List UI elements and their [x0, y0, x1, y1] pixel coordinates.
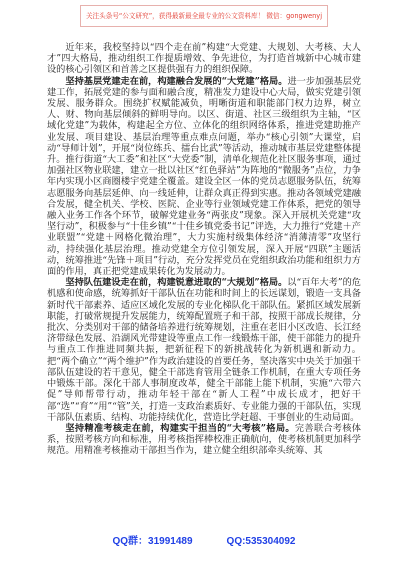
promo-banner-text: 关注头条号“公文研究”，获得最新最全最专业的公文资料库！ 微信：gongwenyj: [85, 12, 323, 20]
qq-group-number: QQ群：31991489: [112, 536, 193, 547]
paragraph-text: 以“百年大考”的危机感和使命感，统筹抓好干部队伍在功能和时间上的长远谋划，锻造一支具备新时代干部素养、适应区域化发展的专业化梯队化干部队伍。紧抓区域发展新职能，打破常规提升发展能力，统筹配置班子和干部，按照干部成长规律，分批次、分类别对干部的储备培养进行统筹规划，注重在老旧小区改造、长江经济带绿色发展、沿湖风光带建设等重点工作一线锻炼干部，使干部能力的提升与重点工作推进同频共振，把新征程下的新挑战转化为新机遇和新动力。把“两个确立”“两个维护”作为政治建设的首要任务，坚决落实中央关于加强干部队伍建设的若干意见，健全干部选育管用全链条工作机制，在重大专项任务中锻炼干部。深化干部人事制度改革，健全干部能上能下机制，实施“六带六促”导师帮带行动，推动年轻干部在“新人工程”中成长成才，把好干部“选”“育”“用”“管”关，打造一支政治素质好、专业能力强的干部队伍，实现干部队伍素质、结构、功能持续优化，营造比学赶超、干事创业的生动局面。: [47, 277, 361, 423]
body-paragraph-intro: [47, 42, 361, 76]
body-paragraph-team-building: [47, 277, 361, 423]
body-paragraph-assessment: [47, 423, 361, 457]
promo-banner: [80, 5, 328, 27]
contact-footer: [0, 534, 408, 550]
paragraph-lead: 坚持精准考核走在前，构建实干担当的“大考核”格局。: [65, 422, 295, 434]
body-paragraph-party-building: [47, 76, 361, 278]
paragraph-text: 完善联合考核体系，按照考核方向和标准，用考核指挥棒校准正确航向，使考核机制更加科学规范。用精准考核推动干部担当作为，建立健全组织部牵头统筹、其: [47, 422, 361, 457]
paragraph-lead: 坚持基层党建走在前，构建融合发展的“大党建”格局。: [65, 75, 288, 87]
paragraph-text: 近年来，我校坚持以“四个走在前”构建“大党建、大规划、大考核、大人才”四大格局，推动组织工作提质增效、争先进位，为打造首城新中心城市建设的核心引领区和首善之区提供强有力的组织保障。: [47, 42, 361, 76]
paragraph-lead: 坚持队伍建设走在前，构建锐意进取的“大规划”格局。: [65, 277, 288, 289]
document-body: [47, 42, 361, 526]
qq-number: QQ:535304092: [226, 536, 296, 547]
paragraph-text: 进一步加强基层党建工作，拓展党建的参与面和融合度，精准发力建设中心大局，做实党建引领发展、服务群众。围绕扩权赋能减负，明晰街道和职能部门权力边界，树立人、财、物向基层倾斜的鲜明导向。以区、街道、社区三级组织为主轴，“区域化党建”为载体，构建起全方位、立体化的组织网络体系，推进党建助推产业发展、项目建设、基层治理等重点难点问题，举办“核心引领”大课堂，启动“导师计划”，开展“岗位练兵、擂台比武”等活动，推动城市基层党建整体提升。推行街道“大工委”和社区“大党委”制，清单化规范化社区服务事项，通过加强社区物业联建，建立一批以社区“红色驿站”为阵地的“微服务”点位，力争年内实现小区商圈楼宇党建全覆盖。建设全区一体的党员志愿服务队伍，统筹志愿服务向基层延伸、向一线延伸，让群众真正得到实惠。推动各领域党建融合发展，健全机关、学校、医院、企业等行业领域党建工作体系，把党的领导融入业务工作各个环节，破解党建业务“两张皮”现象。深入开展机关党建“攻坚行动”，积极参与“十佳乡镇”“十佳乡镇党委书记”评选，大力推行“党建＋产业联盟”“党建＋网格化微治理”，大力实施村级集体经济“消薄清零”攻坚行动，持续强化基层治理。推动党建全方位引领发展，深入开展“四联”主题活动，统筹推进“先锋＋项目”行动，充分发挥党员在党组织政治功能和组织力方面的作用，真正把党建成果转化为发展动力。: [47, 75, 361, 278]
